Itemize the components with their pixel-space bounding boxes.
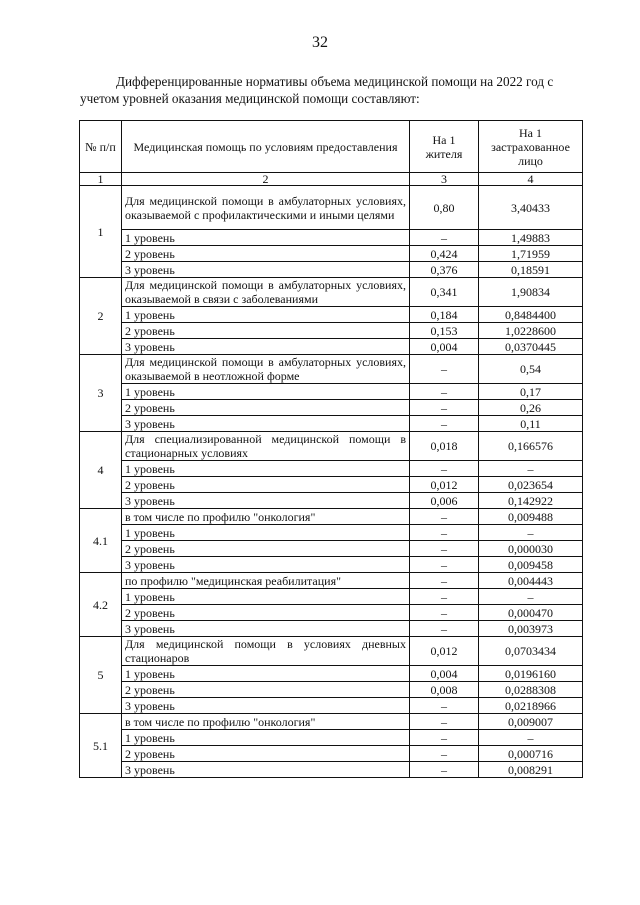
level-label: 1 уровень	[122, 525, 410, 541]
level-label: 1 уровень	[122, 230, 410, 246]
per-resident-value: –	[410, 589, 479, 605]
level-row	[80, 589, 583, 605]
per-resident-value: 0,184	[410, 307, 479, 323]
per-insured-value: 0,009458	[479, 557, 583, 573]
level-label: 2 уровень	[122, 400, 410, 416]
per-insured-value: 0,17	[479, 384, 583, 400]
level-row	[80, 416, 583, 432]
per-insured-value: 0,009488	[479, 509, 583, 525]
per-insured-value: –	[479, 461, 583, 477]
per-insured-value: 0,000030	[479, 541, 583, 557]
column-index: 4	[479, 173, 583, 186]
per-insured-value: 1,90834	[479, 278, 583, 307]
column-index: 1	[80, 173, 122, 186]
group-title-row	[80, 278, 583, 307]
level-label: 2 уровень	[122, 323, 410, 339]
per-insured-value: 0,0703434	[479, 637, 583, 666]
norms-table	[79, 120, 583, 778]
level-row	[80, 762, 583, 778]
level-row	[80, 384, 583, 400]
per-insured-value: –	[479, 730, 583, 746]
per-insured-value: 0,008291	[479, 762, 583, 778]
group-title-row	[80, 186, 583, 230]
page-number: 32	[312, 34, 328, 51]
per-resident-value: –	[410, 605, 479, 621]
per-resident-value: 0,004	[410, 666, 479, 682]
level-row	[80, 339, 583, 355]
level-label: 1 уровень	[122, 730, 410, 746]
column-index-row	[80, 173, 583, 186]
per-insured-value: 0,000470	[479, 605, 583, 621]
row-number: 4	[80, 432, 122, 509]
per-resident-value: 0,012	[410, 637, 479, 666]
per-insured-value: 3,40433	[479, 186, 583, 230]
level-row	[80, 698, 583, 714]
care-type-description: Для специализированной медицинской помощи в стационарных условиях	[122, 432, 410, 461]
group-title-row	[80, 714, 583, 730]
per-insured-value: 0,18591	[479, 262, 583, 278]
care-type-description: Для медицинской помощи в амбулаторных условиях, оказываемой с профилактическими и иными целями	[122, 186, 410, 230]
per-insured-value: 1,49883	[479, 230, 583, 246]
level-label: 2 уровень	[122, 605, 410, 621]
level-row	[80, 461, 583, 477]
level-label: 3 уровень	[122, 262, 410, 278]
per-resident-value: 0,008	[410, 682, 479, 698]
level-row	[80, 400, 583, 416]
level-label: 1 уровень	[122, 384, 410, 400]
level-label: 3 уровень	[122, 493, 410, 509]
per-resident-value: –	[410, 762, 479, 778]
per-resident-value: –	[410, 714, 479, 730]
level-row	[80, 682, 583, 698]
level-row	[80, 477, 583, 493]
level-row	[80, 621, 583, 637]
per-resident-value: –	[410, 384, 479, 400]
per-resident-value: 0,80	[410, 186, 479, 230]
care-type-description: в том числе по профилю "онкология"	[122, 714, 410, 730]
per-resident-value: –	[410, 230, 479, 246]
level-row	[80, 230, 583, 246]
row-number: 4.2	[80, 573, 122, 637]
level-row	[80, 493, 583, 509]
group-title-row	[80, 432, 583, 461]
group-title-row	[80, 637, 583, 666]
row-number: 4.1	[80, 509, 122, 573]
column-index: 3	[410, 173, 479, 186]
per-insured-value: 0,166576	[479, 432, 583, 461]
per-resident-value: –	[410, 621, 479, 637]
per-resident-value: –	[410, 400, 479, 416]
per-insured-value: 0,54	[479, 355, 583, 384]
per-resident-value: –	[410, 355, 479, 384]
level-label: 2 уровень	[122, 682, 410, 698]
level-label: 3 уровень	[122, 416, 410, 432]
per-insured-value: 0,023654	[479, 477, 583, 493]
column-index: 2	[122, 173, 410, 186]
level-label: 1 уровень	[122, 666, 410, 682]
level-row	[80, 307, 583, 323]
per-resident-value: 0,004	[410, 339, 479, 355]
per-resident-value: –	[410, 541, 479, 557]
per-insured-value: 0,11	[479, 416, 583, 432]
header-per-resident: На 1 жителя	[410, 121, 479, 173]
level-label: 1 уровень	[122, 307, 410, 323]
header-row	[80, 121, 583, 173]
per-resident-value: –	[410, 525, 479, 541]
per-resident-value: –	[410, 730, 479, 746]
per-insured-value: 0,0218966	[479, 698, 583, 714]
care-type-description: Для медицинской помощи в амбулаторных условиях, оказываемой в связи с заболеваниями	[122, 278, 410, 307]
per-insured-value: 0,003973	[479, 621, 583, 637]
per-resident-value: –	[410, 557, 479, 573]
per-resident-value: 0,153	[410, 323, 479, 339]
per-resident-value: 0,376	[410, 262, 479, 278]
row-number: 1	[80, 186, 122, 278]
level-label: 1 уровень	[122, 461, 410, 477]
per-resident-value: –	[410, 509, 479, 525]
level-label: 2 уровень	[122, 541, 410, 557]
per-resident-value: –	[410, 461, 479, 477]
per-insured-value: 0,8484400	[479, 307, 583, 323]
level-row	[80, 262, 583, 278]
per-insured-value: –	[479, 525, 583, 541]
per-insured-value: 0,26	[479, 400, 583, 416]
per-insured-value: 1,0228600	[479, 323, 583, 339]
row-number: 5	[80, 637, 122, 714]
level-row	[80, 525, 583, 541]
level-row	[80, 605, 583, 621]
header-per-insured: На 1 застрахованное лицо	[479, 121, 583, 173]
care-type-description: Для медицинской помощи в условиях дневных стационаров	[122, 637, 410, 666]
row-number: 5.1	[80, 714, 122, 778]
per-resident-value: 0,018	[410, 432, 479, 461]
level-label: 3 уровень	[122, 621, 410, 637]
care-type-description: Для медицинской помощи в амбулаторных условиях, оказываемой в неотложной форме	[122, 355, 410, 384]
per-insured-value: 0,009007	[479, 714, 583, 730]
care-type-description: по профилю "медицинская реабилитация"	[122, 573, 410, 589]
per-insured-value: 1,71959	[479, 246, 583, 262]
group-title-row	[80, 573, 583, 589]
level-row	[80, 541, 583, 557]
level-label: 3 уровень	[122, 339, 410, 355]
per-insured-value: 0,004443	[479, 573, 583, 589]
intro-paragraph: Дифференцированные нормативы объема медицинской помощи на 2022 год с учетом уровней оказания медицинской помощи составляют:	[80, 74, 554, 106]
level-label: 3 уровень	[122, 698, 410, 714]
per-resident-value: –	[410, 416, 479, 432]
per-insured-value: 0,0370445	[479, 339, 583, 355]
level-label: 2 уровень	[122, 746, 410, 762]
level-row	[80, 746, 583, 762]
header-number: № п/п	[80, 121, 122, 173]
group-title-row	[80, 355, 583, 384]
row-number: 2	[80, 278, 122, 355]
level-row	[80, 730, 583, 746]
per-insured-value: 0,0288308	[479, 682, 583, 698]
level-label: 3 уровень	[122, 762, 410, 778]
level-row	[80, 246, 583, 262]
header-care-type: Медицинская помощь по условиям предоставления	[122, 121, 410, 173]
level-label: 3 уровень	[122, 557, 410, 573]
per-resident-value: 0,424	[410, 246, 479, 262]
per-insured-value: 0,0196160	[479, 666, 583, 682]
per-resident-value: –	[410, 698, 479, 714]
level-label: 2 уровень	[122, 246, 410, 262]
per-insured-value: 0,142922	[479, 493, 583, 509]
level-label: 1 уровень	[122, 589, 410, 605]
per-resident-value: –	[410, 746, 479, 762]
per-resident-value: 0,012	[410, 477, 479, 493]
level-row	[80, 323, 583, 339]
per-resident-value: 0,006	[410, 493, 479, 509]
per-insured-value: –	[479, 589, 583, 605]
level-label: 2 уровень	[122, 477, 410, 493]
per-resident-value: 0,341	[410, 278, 479, 307]
group-title-row	[80, 509, 583, 525]
per-insured-value: 0,000716	[479, 746, 583, 762]
level-row	[80, 666, 583, 682]
per-resident-value: –	[410, 573, 479, 589]
row-number: 3	[80, 355, 122, 432]
care-type-description: в том числе по профилю "онкология"	[122, 509, 410, 525]
level-row	[80, 557, 583, 573]
